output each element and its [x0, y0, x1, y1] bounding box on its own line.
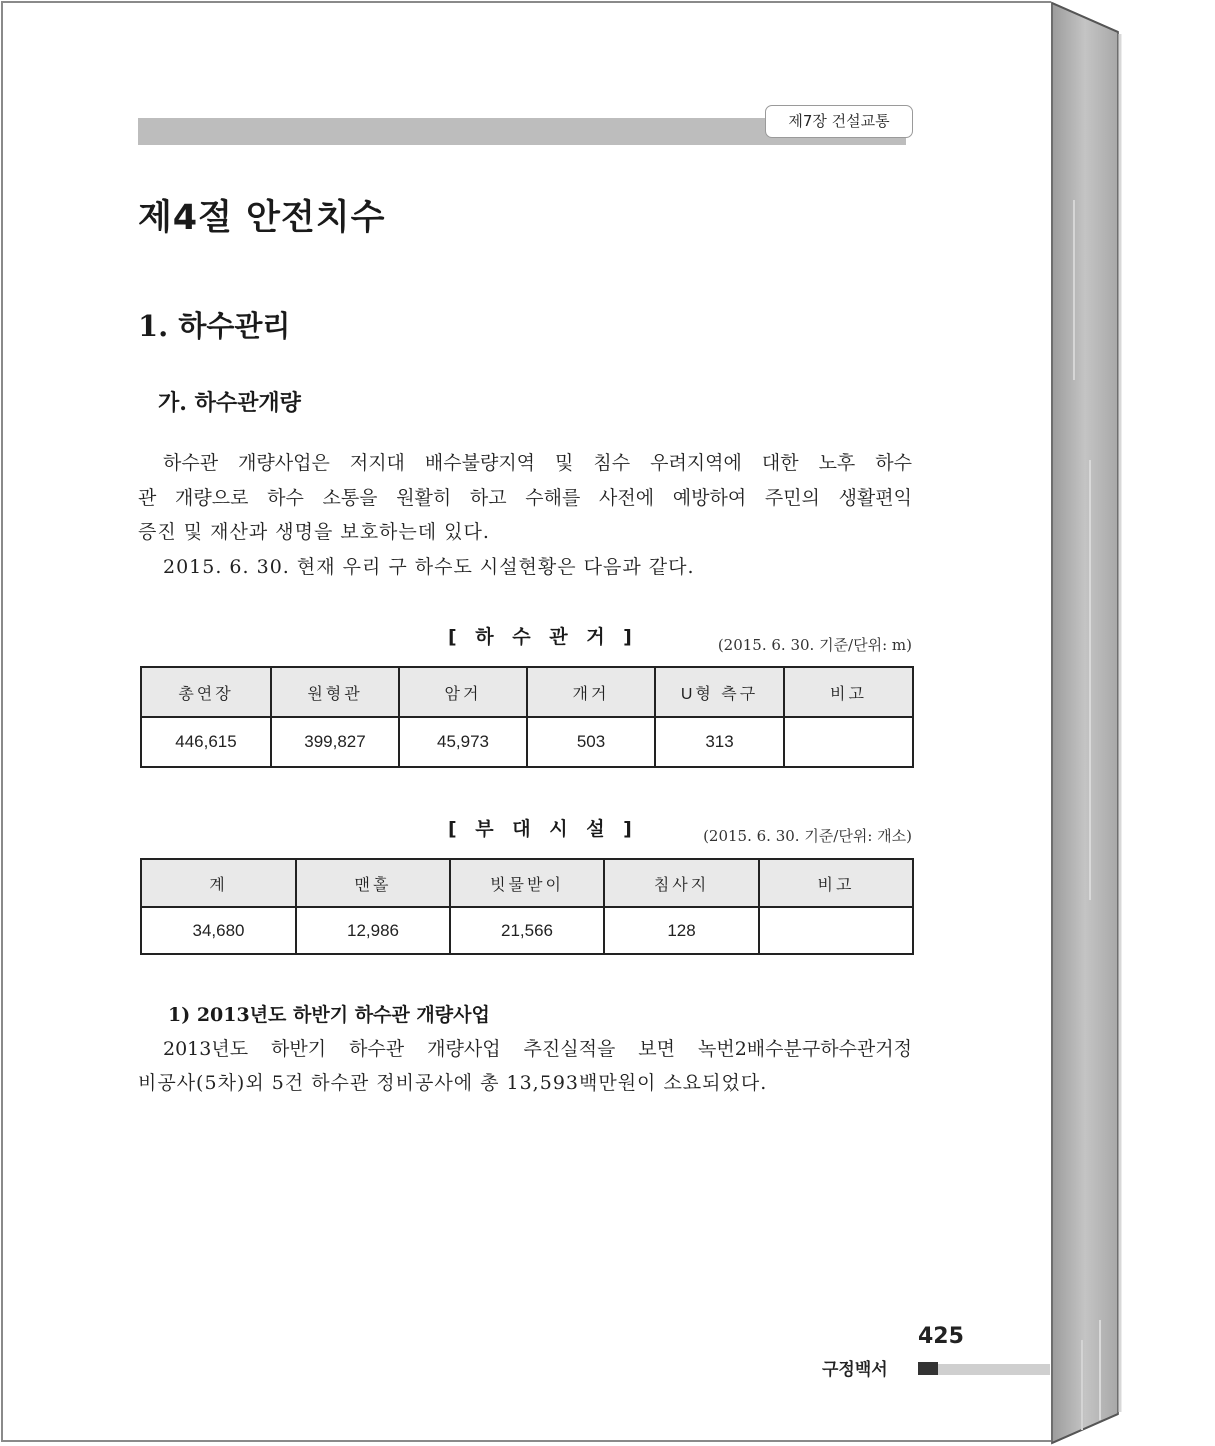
table-header-row	[141, 667, 913, 717]
column-header: 맨홀	[296, 859, 450, 907]
table-header-row	[141, 859, 913, 907]
paragraph-line: 비공사(5차)외 5건 하수관 정비공사에 총 13,593백만원이 소요되었다.	[138, 1072, 768, 1094]
paragraph-line: 하수관 개량사업은 저지대 배수불량지역 및 침수 우려지역에 대한 노후 하수	[163, 452, 912, 474]
chapter-label: 제7장 건설교통	[765, 105, 913, 138]
table-cell: 399,827	[271, 717, 399, 767]
table-row	[141, 907, 913, 954]
table-title-auxiliary-facilities: [ 부 대 시 설 ]	[448, 818, 638, 840]
column-header: 암거	[399, 667, 527, 717]
column-header: 계	[141, 859, 296, 907]
table-title-sewer-pipes: [ 하 수 관 거 ]	[448, 626, 638, 648]
footer-marker	[918, 1362, 938, 1375]
table-cell: 34,680	[141, 907, 296, 954]
paragraph-line: 2013년도 하반기 하수관 개량사업 추진실적을 보면 녹번2배수분구하수관거정	[163, 1038, 912, 1060]
table-cell	[759, 907, 913, 954]
paragraph-line: 증진 및 재산과 생명을 보호하는데 있다.	[138, 521, 490, 543]
table-row	[141, 717, 913, 767]
auxiliary-facilities-table	[140, 858, 914, 955]
column-header: 빗물받이	[450, 859, 604, 907]
column-header: 원형관	[271, 667, 399, 717]
column-header: 침사지	[604, 859, 759, 907]
book-title: 구정백서	[822, 1360, 888, 1380]
column-header: 개거	[527, 667, 655, 717]
sub-subsection-title: 가. 하수관개량	[158, 390, 301, 416]
paragraph-line: 관 개량으로 하수 소통을 원활히 하고 수해를 사전에 예방하여 주민의 생활편익	[138, 487, 912, 509]
paragraph-line: 2015. 6. 30. 현재 우리 구 하수도 시설현황은 다음과 같다.	[163, 556, 695, 578]
table-unit-auxiliary-facilities: (2015. 6. 30. 기준/단위: 개소)	[703, 827, 912, 845]
table-cell: 503	[527, 717, 655, 767]
table-cell: 12,986	[296, 907, 450, 954]
table-cell: 313	[655, 717, 784, 767]
item-heading: 1) 2013년도 하반기 하수관 개량사업	[168, 1004, 490, 1026]
footer-bar	[938, 1364, 1050, 1375]
table-cell: 128	[604, 907, 759, 954]
subsection-title: 1. 하수관리	[138, 309, 291, 343]
page-number: 425	[918, 1324, 964, 1349]
table-cell: 21,566	[450, 907, 604, 954]
column-header: 비고	[759, 859, 913, 907]
table-cell: 45,973	[399, 717, 527, 767]
sewer-pipes-table	[140, 666, 914, 768]
column-header: 총연장	[141, 667, 271, 717]
table-unit-sewer-pipes: (2015. 6. 30. 기준/단위: m)	[717, 636, 912, 654]
table-cell: 446,615	[141, 717, 271, 767]
book-edge-illustration	[1050, 0, 1130, 1446]
table-cell	[784, 717, 913, 767]
column-header: 비고	[784, 667, 913, 717]
section-title: 제4절 안전치수	[138, 198, 386, 238]
column-header: U형 측구	[655, 667, 784, 717]
